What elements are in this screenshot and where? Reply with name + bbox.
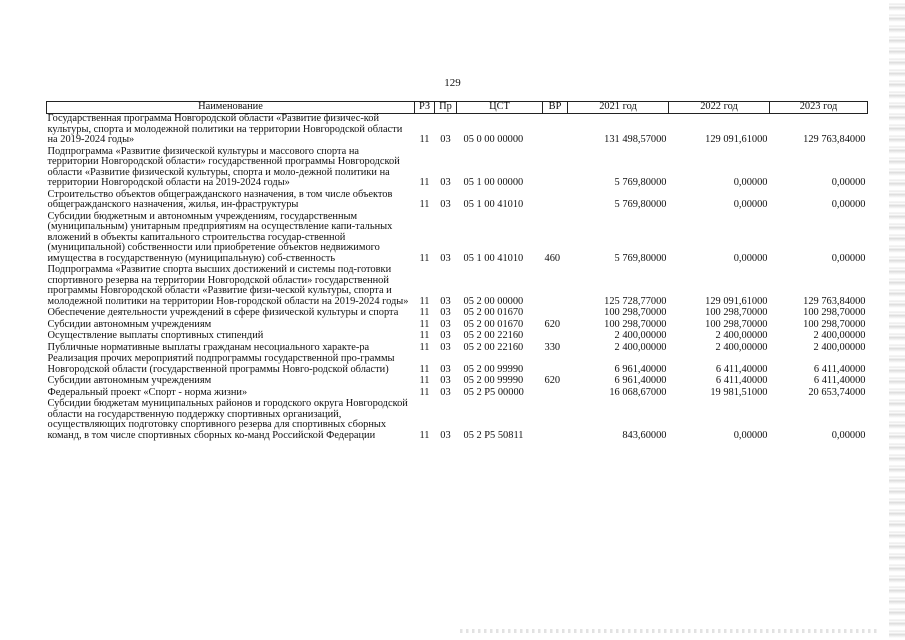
header-2023: 2023 год bbox=[770, 102, 868, 114]
row-2022: 2 400,00000 bbox=[715, 330, 768, 341]
row-2023: 0,00000 bbox=[831, 429, 866, 441]
row-cst: 05 2 P5 50811 bbox=[463, 429, 524, 441]
row-vr bbox=[543, 147, 568, 190]
row-2023: 2 400,00000 bbox=[813, 341, 866, 353]
row-name: Государственная программа Новгородской области «Развитие физичес-кой культуры, спорта и молодежной политики на территории Новгородской области на 2019-2024 годы» bbox=[47, 113, 403, 145]
row-rz: 11 bbox=[419, 318, 430, 330]
header-2022: 2022 год bbox=[669, 102, 770, 114]
row-vr bbox=[543, 388, 568, 400]
row-rz: 11 bbox=[419, 295, 430, 307]
table-row bbox=[47, 354, 868, 376]
row-rz: 11 bbox=[419, 134, 430, 145]
table-row bbox=[47, 265, 868, 308]
table-row bbox=[47, 331, 868, 343]
row-2023: 2 400,00000 bbox=[813, 330, 866, 341]
row-vr bbox=[543, 265, 568, 308]
row-2022: 129 091,61000 bbox=[705, 134, 768, 145]
row-2022: 0,00000 bbox=[733, 252, 768, 264]
row-name: Публичные нормативные выплаты гражданам несоциального характе-ра bbox=[47, 341, 370, 353]
row-name: Реализация прочих мероприятий подпрограммы государственной про-граммы Новгородской области (государственной программы Новго-родской области) bbox=[47, 353, 395, 375]
row-cst: 05 1 00 41010 bbox=[463, 252, 524, 264]
row-2022: 2 400,00000 bbox=[715, 341, 768, 353]
row-pr: 03 bbox=[440, 307, 451, 318]
header-pr: Пр bbox=[435, 102, 457, 114]
row-vr: 330 bbox=[544, 341, 561, 353]
row-pr: 03 bbox=[440, 341, 451, 353]
row-2023: 0,00000 bbox=[831, 177, 866, 188]
header-2021: 2021 год bbox=[568, 102, 669, 114]
row-name: Подпрограмма «Развитие физической культуры и массового спорта на территории Новгородской области» государственной программы Новгородской области «Развитие физической культуры, спорта и моло-дежной политики на территории Новгородской области на 2019-2024 годы» bbox=[47, 145, 400, 188]
row-2022: 6 411,40000 bbox=[715, 375, 768, 386]
table-row bbox=[47, 190, 868, 212]
header-cst: ЦСТ bbox=[457, 102, 543, 114]
row-rz: 11 bbox=[419, 386, 430, 398]
row-pr: 03 bbox=[440, 429, 451, 441]
row-2022: 129 091,61000 bbox=[705, 295, 768, 307]
row-2022: 0,00000 bbox=[733, 177, 768, 188]
row-2021: 125 728,77000 bbox=[604, 295, 667, 307]
row-pr: 03 bbox=[440, 252, 451, 264]
row-rz: 11 bbox=[419, 341, 430, 353]
row-cst: 05 2 00 22160 bbox=[463, 330, 524, 341]
row-vr bbox=[543, 354, 568, 376]
row-2021: 2 400,00000 bbox=[614, 330, 667, 341]
row-rz: 11 bbox=[419, 252, 430, 264]
row-cst: 05 2 P5 00000 bbox=[463, 386, 524, 398]
row-rz: 11 bbox=[419, 307, 430, 318]
row-2023: 129 763,84000 bbox=[803, 295, 866, 307]
row-2022: 6 411,40000 bbox=[715, 363, 768, 375]
row-pr: 03 bbox=[440, 386, 451, 398]
row-vr bbox=[543, 331, 568, 343]
row-2023: 100 298,70000 bbox=[803, 318, 866, 330]
row-2021: 6 961,40000 bbox=[614, 363, 667, 375]
row-vr: 620 bbox=[544, 318, 561, 330]
row-2021: 5 769,80000 bbox=[614, 199, 667, 210]
row-pr: 03 bbox=[440, 199, 451, 210]
row-2021: 100 298,70000 bbox=[604, 307, 667, 318]
row-cst: 05 2 00 00000 bbox=[463, 295, 524, 307]
row-2022: 100 298,70000 bbox=[705, 307, 768, 318]
row-2022: 0,00000 bbox=[733, 199, 768, 210]
table-header-row bbox=[47, 102, 868, 114]
row-2022: 100 298,70000 bbox=[705, 318, 768, 330]
row-cst: 05 2 00 22160 bbox=[463, 341, 524, 353]
row-vr bbox=[543, 399, 568, 442]
row-2023: 6 411,40000 bbox=[813, 375, 866, 386]
row-name: Субсидии бюджетам муниципальных районов и городского округа Новгородской области на государственную поддержку спортивных организаций, осуществляющих подготовку спортивного резерва для спортивных сборных команд, в том числе спортивных сборных ко-манд Российской Федерации bbox=[47, 398, 408, 441]
row-2021: 100 298,70000 bbox=[604, 318, 667, 330]
table-row bbox=[47, 212, 868, 266]
row-2021: 6 961,40000 bbox=[614, 375, 667, 386]
row-2021: 5 769,80000 bbox=[614, 252, 667, 264]
row-vr bbox=[543, 308, 568, 320]
row-vr bbox=[543, 114, 568, 147]
row-rz: 11 bbox=[419, 330, 430, 341]
row-cst: 05 1 00 41010 bbox=[463, 199, 524, 210]
row-2021: 16 068,67000 bbox=[609, 386, 667, 398]
row-name: Строительство объектов общегражданского назначения, в том числе объектов общегражданского назначения, жилья, ин-фраструктуры bbox=[47, 188, 393, 210]
table-row bbox=[47, 114, 868, 147]
row-2021: 2 400,00000 bbox=[614, 341, 667, 353]
row-rz: 11 bbox=[419, 199, 430, 210]
row-cst: 05 2 00 99990 bbox=[463, 363, 524, 375]
row-cst: 05 2 00 01670 bbox=[463, 318, 524, 330]
row-vr bbox=[543, 190, 568, 212]
row-pr: 03 bbox=[440, 134, 451, 145]
row-2023: 129 763,84000 bbox=[803, 134, 866, 145]
row-name: Субсидии автономным учреждениям bbox=[47, 318, 212, 330]
row-cst: 05 0 00 00000 bbox=[463, 134, 524, 145]
header-rz: РЗ bbox=[415, 102, 435, 114]
scan-edge-artifact bbox=[889, 0, 905, 640]
row-name: Субсидии бюджетным и автономным учреждениям, государственным (муниципальным) унитарным предприятиям на осуществление капи-тальных вложений в объекты капитального строительства государ-ственной (муниципальной) собственности или приобретение объектов недвижимого имущества в государственную (муниципальную) соб-ственность bbox=[47, 210, 393, 264]
row-2022: 0,00000 bbox=[733, 429, 768, 441]
row-2023: 6 411,40000 bbox=[813, 363, 866, 375]
row-name: Субсидии автономным учреждениям bbox=[47, 375, 212, 386]
row-vr: 620 bbox=[544, 375, 561, 386]
row-pr: 03 bbox=[440, 177, 451, 188]
row-pr: 03 bbox=[440, 295, 451, 307]
row-2023: 0,00000 bbox=[831, 252, 866, 264]
row-pr: 03 bbox=[440, 318, 451, 330]
page-number: 129 bbox=[444, 77, 461, 89]
row-rz: 11 bbox=[419, 177, 430, 188]
table-row bbox=[47, 308, 868, 320]
row-name: Осуществление выплаты спортивных стипендий bbox=[47, 330, 264, 341]
row-rz: 11 bbox=[419, 375, 430, 386]
row-2023: 100 298,70000 bbox=[803, 307, 866, 318]
row-rz: 11 bbox=[419, 363, 430, 375]
row-pr: 03 bbox=[440, 330, 451, 341]
row-2021: 131 498,57000 bbox=[604, 134, 667, 145]
row-2021: 5 769,80000 bbox=[614, 177, 667, 188]
row-name: Федеральный проект «Спорт - норма жизни» bbox=[47, 386, 248, 398]
table-row bbox=[47, 399, 868, 442]
budget-table bbox=[46, 101, 868, 442]
row-pr: 03 bbox=[440, 363, 451, 375]
table-row bbox=[47, 147, 868, 190]
row-cst: 05 1 00 00000 bbox=[463, 177, 524, 188]
row-cst: 05 2 00 99990 bbox=[463, 375, 524, 386]
table-row bbox=[47, 376, 868, 388]
row-vr: 460 bbox=[544, 252, 561, 264]
header-name: Наименование bbox=[47, 102, 415, 114]
row-name: Обеспечение деятельности учреждений в сфере физической культуры и спорта bbox=[47, 307, 399, 318]
row-cst: 05 2 00 01670 bbox=[463, 307, 524, 318]
row-2021: 843,60000 bbox=[622, 429, 667, 441]
row-2022: 19 981,51000 bbox=[710, 386, 768, 398]
row-rz: 11 bbox=[419, 429, 430, 441]
scan-bottom-artifact bbox=[460, 629, 880, 633]
row-pr: 03 bbox=[440, 375, 451, 386]
row-2023: 0,00000 bbox=[831, 199, 866, 210]
header-vr: ВР bbox=[543, 102, 568, 114]
row-name: Подпрограмма «Развитие спорта высших достижений и системы под-готовки спортивного резерва на территории Новгородской области» государственной программы Новгородской области «Развитие физи-ческой культуры, спорта и молодежной политики на территории Нов-городской области на 2019-2024 годы» bbox=[47, 264, 409, 307]
row-2023: 20 653,74000 bbox=[808, 386, 866, 398]
